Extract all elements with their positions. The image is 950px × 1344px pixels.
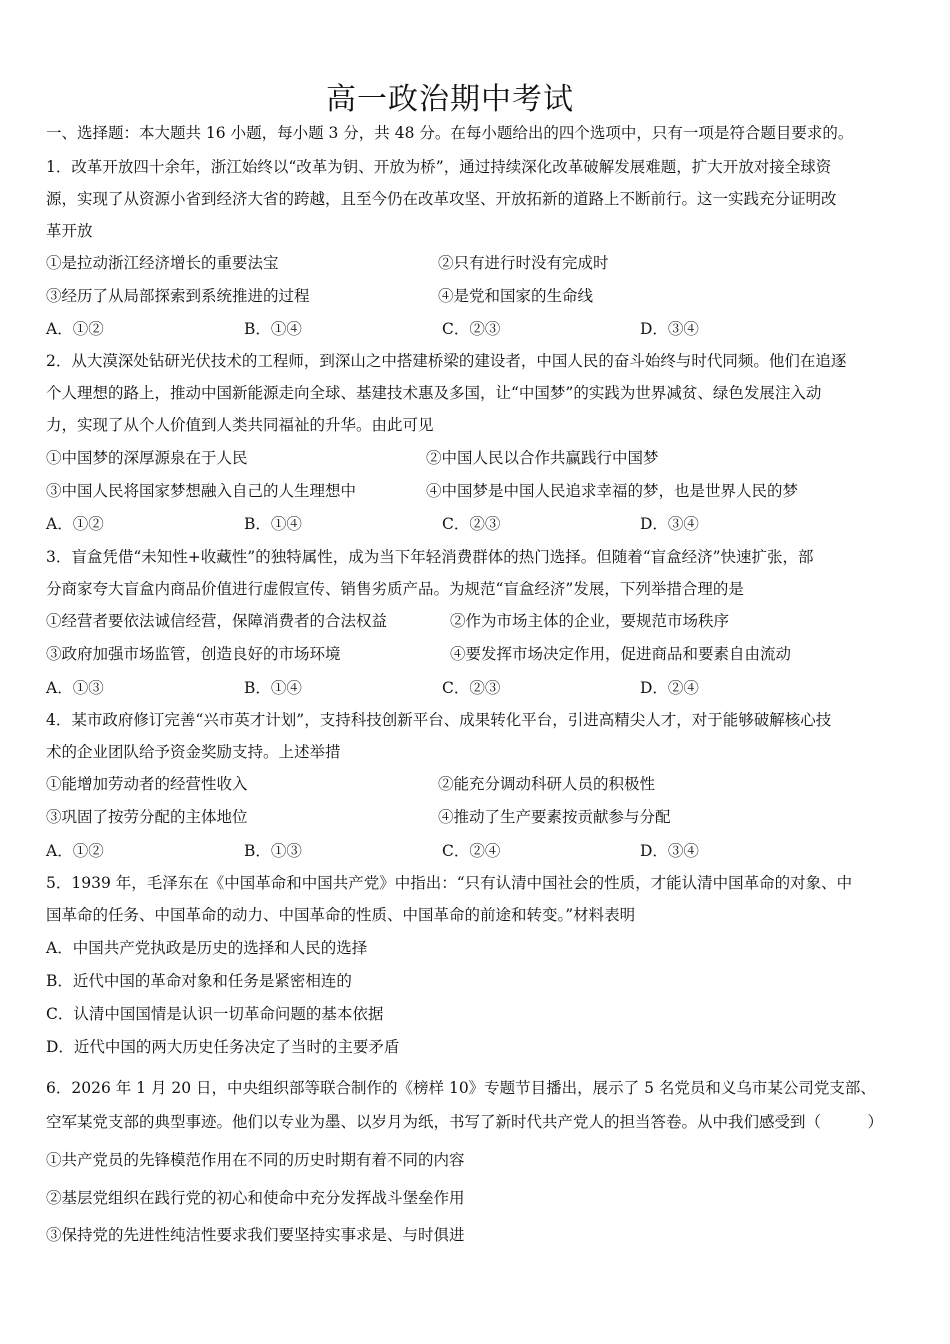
- q1-statement-2: ②只有进行时没有完成时: [438, 254, 609, 272]
- q2-stem-line-2: 个人理想的路上，推动中国新能源走向全球、基建技术惠及多国，让“中国梦”的实践为世界减贫、绿色发展注入动: [46, 384, 822, 402]
- q1-statement-4: ④是党和国家的生命线: [438, 287, 594, 305]
- q1-statement-1: ①是拉动浙江经济增长的重要法宝: [46, 254, 279, 272]
- q2-stem-line-3: 力，实现了从个人价值到人类共同福祉的升华。由此可见: [46, 416, 434, 434]
- q2-choice-c: C．②③: [442, 515, 501, 533]
- q3-stem-line-2: 分商家夸大盲盒内商品价值进行虚假宣传、销售劣质产品。为规范“盲盒经济”发展，下列举措合理的是: [46, 580, 744, 598]
- q1-choice-b: B．①④: [244, 320, 302, 338]
- q6-statement-1: ①共产党员的先锋模范作用在不同的历史时期有着不同的内容: [46, 1151, 465, 1169]
- q3-choice-a: A．①③: [46, 679, 104, 697]
- q3-choice-c: C．②③: [442, 679, 501, 697]
- q1-choice-c: C．②③: [442, 320, 501, 338]
- q5-choice-d: D．近代中国的两大历史任务决定了当时的主要矛盾: [46, 1038, 400, 1056]
- q2-statement-4: ④中国梦是中国人民追求幸福的梦，也是世界人民的梦: [426, 482, 799, 500]
- q5-choice-b: B．近代中国的革命对象和任务是紧密相连的: [46, 972, 352, 990]
- q5-choice-a: A．中国共产党执政是历史的选择和人民的选择: [46, 939, 368, 957]
- q6-stem-line-2: 空军某党支部的典型事迹。他们以专业为墨、以岁月为纸，书写了新时代共产党人的担当答卷。从中我们感受到（ ）: [46, 1113, 884, 1131]
- q4-stem-line-1: 4．某市政府修订完善“兴市英才计划”，支持科技创新平台、成果转化平台，引进高精尖人才，对于能够破解核心技: [46, 711, 832, 729]
- q5-choice-c: C．认清中国国情是认识一切革命问题的基本依据: [46, 1005, 384, 1023]
- section-instructions: 一、选择题：本大题共 16 小题，每小题 3 分，共 48 分。在每小题给出的四个选项中，只有一项是符合题目要求的。: [46, 124, 854, 142]
- q1-stem-line-2: 源，实现了从资源小省到经济大省的跨越，且至今仍在改革攻坚、开放拓新的道路上不断前行。这一实践充分证明改: [46, 190, 837, 208]
- q4-statement-4: ④推动了生产要素按贡献参与分配: [438, 808, 671, 826]
- q1-statement-3: ③经历了从局部探索到系统推进的过程: [46, 287, 310, 305]
- q1-choice-d: D．③④: [640, 320, 699, 338]
- q6-statement-3: ③保持党的先进性纯洁性要求我们要坚持实事求是、与时俱进: [46, 1226, 465, 1244]
- q6-stem-line-1: 6．2026 年 1 月 20 日，中央组织部等联合制作的《榜样 10》专题节目播出，展示了 5 名党员和义乌市某公司党支部、: [46, 1079, 876, 1097]
- q5-stem-line-1: 5．1939 年，毛泽东在《中国革命和中国共产党》中指出：“只有认清中国社会的性质，才能认清中国革命的对象、中: [46, 874, 853, 892]
- q1-choice-a: A．①②: [46, 320, 104, 338]
- q2-statement-1: ①中国梦的深厚源泉在于人民: [46, 449, 248, 467]
- q3-statement-3: ③政府加强市场监管，创造良好的市场环境: [46, 645, 341, 663]
- q3-stem-line-1: 3．盲盒凭借“未知性+收藏性”的独特属性，成为当下年轻消费群体的热门选择。但随着“盲盒经济”快速扩张，部: [46, 548, 814, 566]
- q3-statement-2: ②作为市场主体的企业，要规范市场秩序: [450, 612, 730, 630]
- q4-stem-line-2: 术的企业团队给予资金奖励支持。上述举措: [46, 743, 341, 761]
- q4-statement-3: ③巩固了按劳分配的主体地位: [46, 808, 248, 826]
- q2-stem-line-1: 2．从大漠深处钻研光伏技术的工程师，到深山之中搭建桥梁的建设者，中国人民的奋斗始终与时代同频。他们在追逐: [46, 352, 847, 370]
- q2-choice-d: D．③④: [640, 515, 699, 533]
- q2-choice-a: A．①②: [46, 515, 104, 533]
- q4-choice-c: C．②④: [442, 842, 501, 860]
- q1-stem-line-3: 革开放: [46, 222, 93, 240]
- q4-choice-d: D．③④: [640, 842, 699, 860]
- q3-choice-d: D．②④: [640, 679, 699, 697]
- page-title: 高一政治期中考试: [326, 82, 574, 117]
- q2-statement-3: ③中国人民将国家梦想融入自己的人生理想中: [46, 482, 357, 500]
- q1-stem-line-1: 1．改革开放四十余年，浙江始终以“改革为钥、开放为桥”，通过持续深化改革破解发展难题，扩大开放对接全球资: [46, 158, 832, 176]
- q3-choice-b: B．①④: [244, 679, 302, 697]
- q6-statement-2: ②基层党组织在践行党的初心和使命中充分发挥战斗堡垒作用: [46, 1189, 465, 1207]
- q4-statement-1: ①能增加劳动者的经营性收入: [46, 775, 248, 793]
- q2-statement-2: ②中国人民以合作共赢践行中国梦: [426, 449, 659, 467]
- q4-statement-2: ②能充分调动科研人员的积极性: [438, 775, 656, 793]
- q4-choice-b: B．①③: [244, 842, 302, 860]
- q3-statement-4: ④要发挥市场决定作用，促进商品和要素自由流动: [450, 645, 792, 663]
- q3-statement-1: ①经营者要依法诚信经营，保障消费者的合法权益: [46, 612, 388, 630]
- q4-choice-a: A．①②: [46, 842, 104, 860]
- q2-choice-b: B．①④: [244, 515, 302, 533]
- q5-stem-line-2: 国革命的任务、中国革命的动力、中国革命的性质、中国革命的前途和转变。”材料表明: [46, 906, 636, 924]
